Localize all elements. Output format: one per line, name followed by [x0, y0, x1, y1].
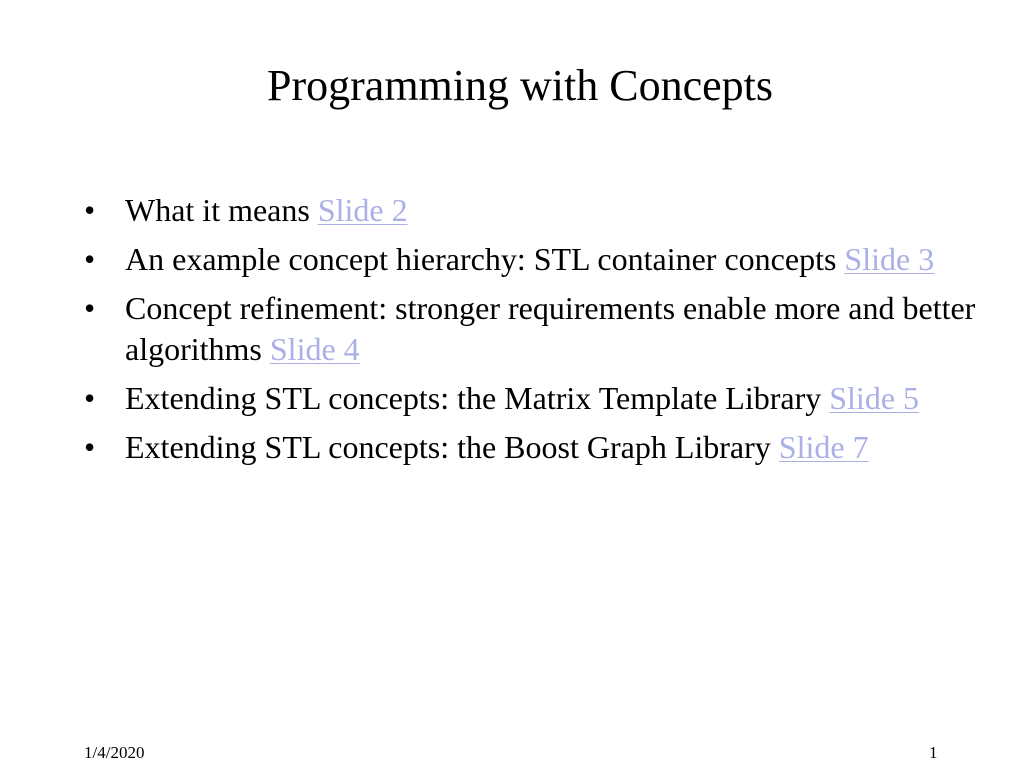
bullet-item-matrix-template-library	[82, 378, 1002, 419]
bullet-list	[82, 190, 1002, 476]
footer-date: 1/4/2020	[84, 743, 145, 762]
bullet-icon: •	[84, 290, 96, 326]
slide-5-link[interactable]: Slide 5	[829, 380, 920, 416]
bullet-text: Extending STL concepts: the Boost Graph Library	[125, 429, 779, 465]
slide-2-link[interactable]: Slide 2	[317, 192, 408, 228]
bullet-text: An example concept hierarchy: STL container concepts	[125, 241, 845, 277]
slide-title: Programming with Concepts	[267, 61, 773, 110]
slide-4-link[interactable]: Slide 4	[269, 331, 360, 367]
bullet-item-concept-hierarchy	[82, 239, 1002, 280]
bullet-icon: •	[84, 429, 96, 465]
bullet-item-what-it-means	[82, 190, 1002, 231]
bullet-icon: •	[84, 241, 96, 277]
bullet-icon: •	[84, 380, 96, 416]
bullet-item-boost-graph-library	[82, 427, 1002, 468]
bullet-text: Concept refinement: stronger requirements enable more and better algorithms	[125, 290, 976, 367]
bullet-text: Extending STL concepts: the Matrix Template Library	[125, 380, 830, 416]
bullet-text: What it means	[125, 192, 318, 228]
slide-3-link[interactable]: Slide 3	[844, 241, 935, 277]
slide-7-link[interactable]: Slide 7	[778, 429, 869, 465]
page-number: 1	[929, 743, 938, 762]
bullet-icon: •	[84, 192, 96, 228]
bullet-item-concept-refinement	[82, 288, 1002, 370]
